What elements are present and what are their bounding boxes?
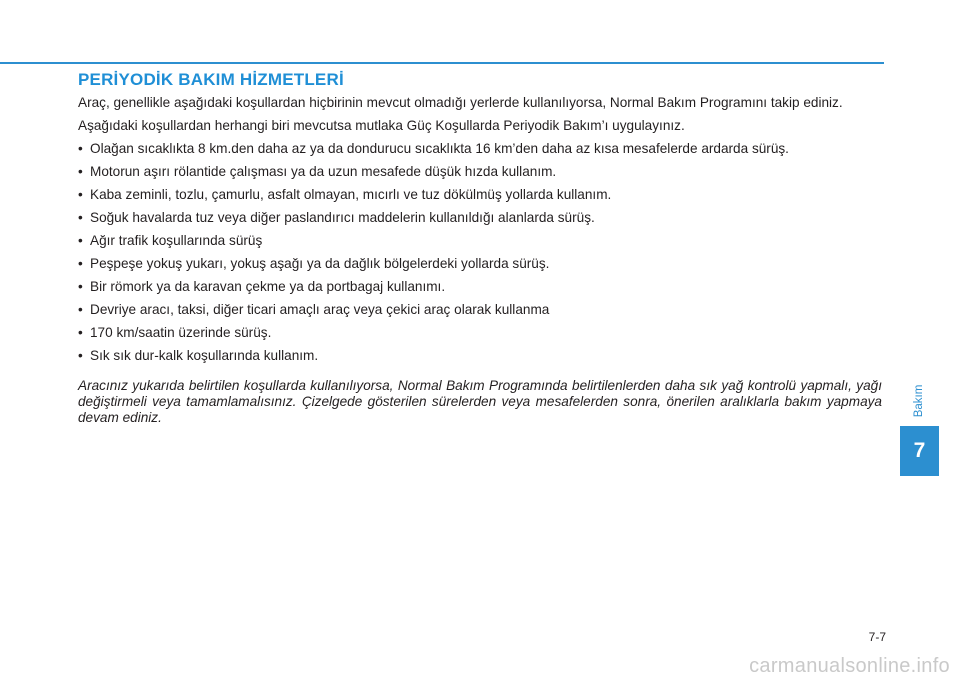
section-title: PERİYODİK BAKIM HİZMETLERİ — [78, 70, 344, 89]
list-item: • Peşpeşe yokuş yukarı, yokuş aşağı ya da dağlık bölgelerdeki yollarda sürüş. — [78, 255, 882, 272]
list-item: • Kaba zeminli, tozlu, çamurlu, asfalt olmayan, mıcırlı ve tuz dökülmüş yollarda kullanım. — [78, 186, 882, 203]
list-item: • Devriye aracı, taksi, diğer ticari amaçlı araç veya çekici araç olarak kullanma — [78, 301, 882, 318]
list-item: • Bir römork ya da karavan çekme ya da portbagaj kullanımı. — [78, 278, 882, 295]
list-item: • Ağır trafik koşullarında sürüş — [78, 232, 882, 249]
chapter-tab: 7 — [900, 426, 939, 476]
chapter-label-text: Bakım — [913, 384, 925, 418]
intro-paragraph-2: Aşağıdaki koşullardan herhangi biri mevcutsa mutlaka Güç Koşullarda Periyodik Bakım’ı uygulayınız. — [78, 118, 685, 133]
list-item: • Olağan sıcaklıkta 8 km.den daha az ya da dondurucu sıcaklıkta 16 km’den daha az kısa mesafelerde ardarda sürüş. — [78, 140, 882, 157]
header-rule — [0, 62, 884, 64]
chapter-label — [904, 378, 934, 424]
conditions-list — [78, 140, 882, 364]
intro-paragraph-1: Araç, genellikle aşağıdaki koşullardan hiçbirinin mevcut olmadığı yerlerde kullanılıyorsa, Normal Bakım Programını takip ediniz. — [78, 95, 843, 110]
list-item: • Soğuk havalarda tuz veya diğer paslandırıcı maddelerin kullanıldığı alanlarda sürüş. — [78, 209, 882, 226]
main-content — [78, 71, 882, 432]
page-number: 7-7 — [868, 630, 886, 644]
list-item: • 170 km/saatin üzerinde sürüş. — [78, 324, 882, 341]
list-item: • Sık sık dur-kalk koşullarında kullanım. — [78, 347, 882, 364]
list-item: • Motorun aşırı rölantide çalışması ya da uzun mesafede düşük hızda kullanım. — [78, 163, 882, 180]
italic-note: Aracınız yukarıda belirtilen koşullarda kullanılıyorsa, Normal Bakım Programında belirtilenlerden daha sık yağ kontrolü yapmalı, yağı değiştirmeli veya tamamlamalısınız. Çizelgede gösterilen sürelerden veya mesafelerden sonra, önerilen aralıklarla bakım yapmaya devam ediniz. — [78, 378, 882, 425]
watermark: carmanualsonline.info — [749, 655, 950, 677]
